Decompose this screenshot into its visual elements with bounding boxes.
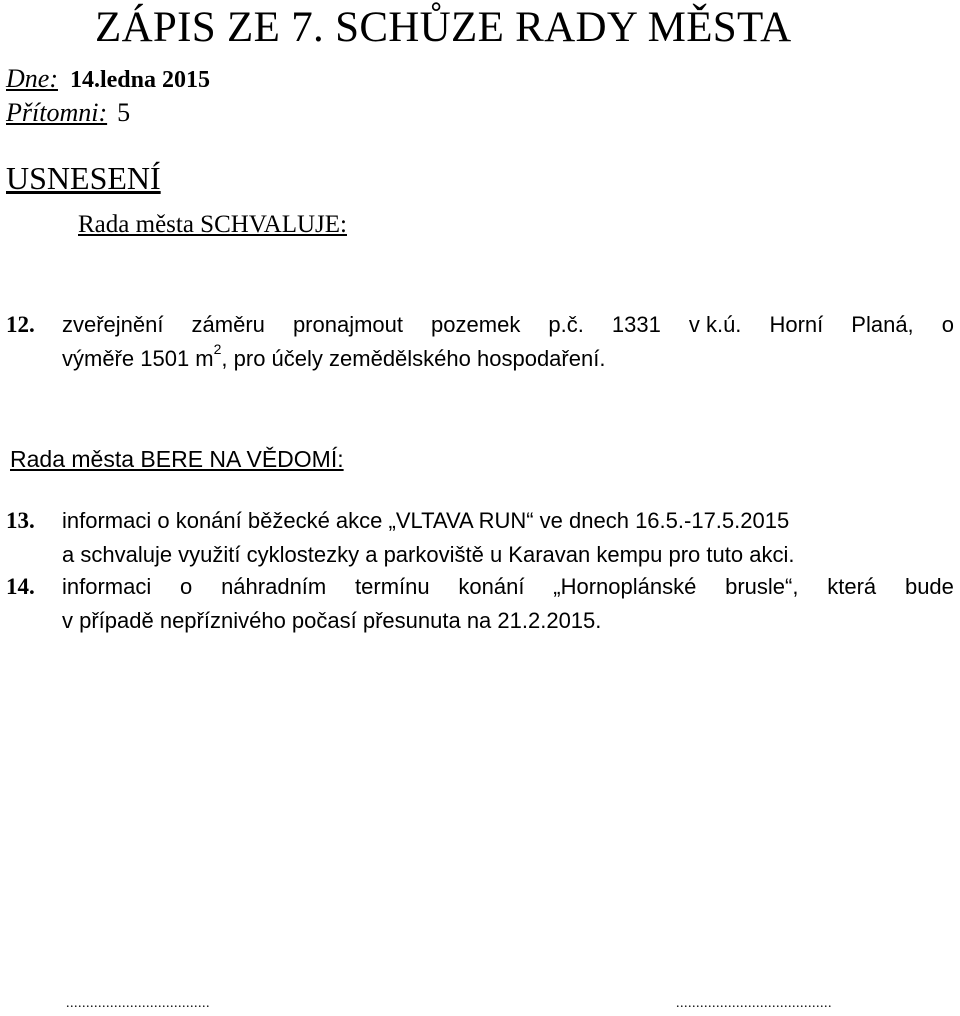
- signature-line-left: ....................................: [66, 996, 210, 1011]
- item-12-line2: [62, 341, 606, 374]
- usneseni-heading: USNESENÍ: [6, 160, 161, 196]
- item-13-line2: a schvaluje využití cyklostezky a parkoviště u Karavan kempu pro tuto akci.: [62, 542, 795, 567]
- item-14-line2: v případě nepříznivého počasí přesunuta na 21.2.2015.: [62, 608, 602, 633]
- present-label: Přítomni:: [6, 98, 108, 127]
- page-title: ZÁPIS ZE 7. SCHŮZE RADY MĚSTA: [95, 4, 792, 51]
- word: náhradním: [221, 574, 327, 599]
- date-value: 14.ledna 2015: [69, 67, 210, 93]
- word: záměru: [191, 312, 265, 337]
- item-number: 13.: [6, 508, 35, 533]
- word: informaci: [62, 574, 152, 599]
- word: o: [941, 312, 954, 337]
- item-14-line1: [62, 572, 954, 602]
- item-12-line1: [62, 310, 954, 340]
- word: 1331: [611, 312, 661, 337]
- word: pronajmout: [292, 312, 404, 337]
- word: bude: [904, 574, 954, 599]
- bere-heading: Rada města BERE NA VĚDOMÍ:: [10, 446, 344, 472]
- date-row: [6, 64, 210, 95]
- word: p.č.: [548, 312, 584, 337]
- word: konání: [458, 574, 525, 599]
- word: pozemek: [431, 312, 521, 337]
- item-12-line2-pre: výměře 1501 m: [62, 346, 214, 371]
- schvaluje-heading: Rada města SCHVALUJE:: [78, 211, 347, 238]
- word: zveřejnění: [62, 312, 164, 337]
- word: o: [180, 574, 193, 599]
- word: brusle“,: [725, 574, 799, 599]
- word: Planá,: [851, 312, 914, 337]
- date-label: Dne:: [6, 64, 58, 93]
- word: která: [827, 574, 877, 599]
- present-row: [6, 98, 130, 128]
- present-value: 5: [117, 98, 131, 127]
- word: Horní: [769, 312, 824, 337]
- signature-line-right: .......................................: [676, 996, 832, 1011]
- superscript: 2: [213, 341, 222, 357]
- word: termínu: [355, 574, 430, 599]
- word: v k.ú.: [688, 312, 742, 337]
- item-13-line1: informaci o konání běžecké akce „VLTAVA RUN“ ve dnech 16.5.-17.5.2015: [62, 508, 790, 533]
- item-12-line2-post: , pro účely zemědělského hospodaření.: [221, 346, 606, 371]
- item-number: 12.: [6, 312, 35, 337]
- word: „Hornoplánské: [553, 574, 697, 599]
- item-number: 14.: [6, 574, 35, 599]
